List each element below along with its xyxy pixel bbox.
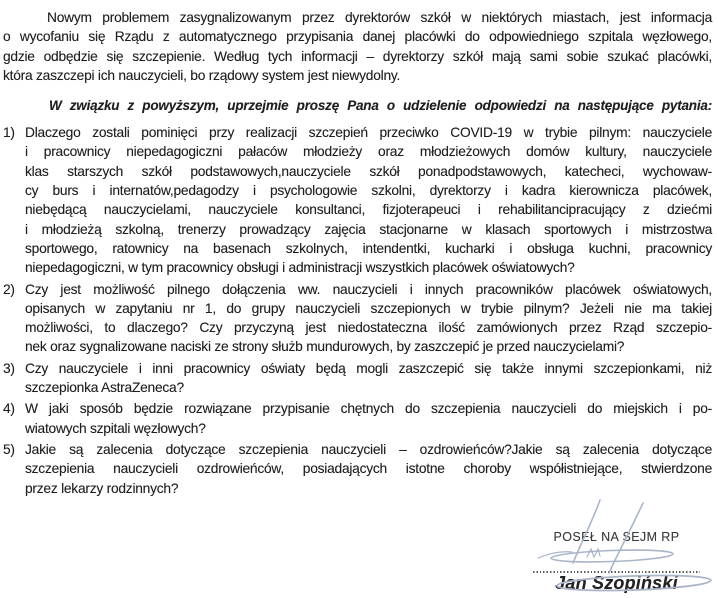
- text-line: która zaszczepi ich nauczycieli, bo rządowy system jest niewydolny.: [3, 67, 401, 83]
- question-text: [25, 399, 712, 438]
- text-line: Jakie są zalecenia dotyczące szczepienia nauczycieli – ozdrowieńców?Jakie są zalecenia dotyczące: [25, 441, 712, 457]
- question-text: [25, 359, 712, 398]
- text-line: gdzie odbędzie się szczepienie. Według tych informacji – dyrektorzy szkół mają sami sobie szukać placówki,: [3, 48, 712, 64]
- text-line: Dlaczego zostali pominięci przy realizacji szczepień przeciwko COVID-19 w trybie pilnym: nauczyciele: [25, 125, 712, 141]
- intro-paragraph: [3, 8, 712, 85]
- request-heading: W związku z powyższym, uprzejmie proszę Pana o udzielenie odpowiedzi na następujące pytania:: [49, 98, 712, 114]
- text-line: o wycofaniu się Rządu z automatycznego przypisania danej placówki do odpowiedniego szpitala węzłowego,: [3, 29, 712, 45]
- question-item: [3, 440, 712, 498]
- text-line: szczepionka AstraZeneca?: [25, 380, 184, 396]
- text-line: Czy nauczyciele i inni pracownicy oświaty będą mogli zaszczepić się także innymi szczepionkami, niż: [25, 360, 712, 376]
- text-line: przez lekarzy rodzinnych?: [25, 480, 179, 496]
- signature-role: POSEŁ NA SEJM RP: [553, 530, 680, 544]
- text-line: wiatowych szpitali węzłowych?: [25, 420, 206, 436]
- question-item: [3, 280, 712, 357]
- question-text: [25, 123, 712, 277]
- question-number: 2): [3, 281, 15, 297]
- question-text: [25, 280, 712, 357]
- text-line: szczepienia nauczycieli ozdrowieńców, posiadających istotne choroby współistniejące, stwierdzone: [25, 461, 712, 477]
- question-item: [3, 123, 712, 277]
- text-line: i młodzieżą szkolną, trenerzy prowadzący zajęcia stacjonarne w klasach sportowych i mistrzostwa: [25, 221, 712, 237]
- question-text: [25, 440, 712, 498]
- question-number: 4): [3, 401, 15, 417]
- text-line: Nowym problemem zasygnalizowanym przez dyrektorów szkół w niektórych miastach, jest informacja: [47, 10, 712, 25]
- text-line: i pracownicy niepedagogiczni pałaców młodzieży oraz młodzieżowych domów kultury, nauczyciele: [25, 144, 712, 160]
- signature-block: [533, 495, 700, 594]
- question-item: [3, 399, 712, 438]
- text-line: Czy jest możliwość pilnego dołączenia ww. nauczycieli i innych pracowników placówek oświatowych,: [25, 281, 712, 297]
- text-line: nek oraz sygnalizowane naciski ze strony służb mundurowych, by zaszczepić je przed nauczycielami?: [25, 339, 625, 355]
- question-number: 5): [3, 441, 15, 457]
- signature-name: Jan Szopiński: [555, 573, 678, 594]
- text-line: klas starszych szkół podstawowych,nauczyciele szkół ponadpodstawowych, katecheci, wychowaw-: [25, 163, 712, 179]
- text-line: sportowego, ratownicy na basenach szkolnych, intendentki, kucharki i obsługa kuchni, pracownicy: [25, 240, 712, 256]
- text-line: niepedagogiczni, w tym pracownicy obsługi i administracji wszystkich placówek oświatowych?: [25, 260, 575, 276]
- text-line: cy burs i internatów,pedagodzy i psychologowie szkolni, dyrektorzy i kadra kierownicza placówek,: [25, 183, 712, 199]
- text-line: możliwości, to dlaczego? Czy przyczyną jest niedostateczna ilość zamówionych przez Rząd szczepio-: [25, 320, 712, 336]
- text-line: niebędącą nauczycielami, nauczyciele konsultanci, fizjoterapeuci i rehabilitancipracujący z dziećmi: [25, 202, 712, 218]
- text-line: W jaki sposób będzie rozwiązane przypisanie chętnych do szczepienia nauczycieli do miejskich i po-: [25, 401, 712, 417]
- questions-list: [3, 123, 712, 498]
- question-number: 1): [3, 125, 15, 141]
- question-item: [3, 359, 712, 398]
- text-line: opisanych w zapytaniu nr 1, do grupy nauczycieli szczepionych w trybie pilnym? Jeżeli nie ma takiej: [25, 300, 712, 316]
- question-number: 3): [3, 360, 15, 376]
